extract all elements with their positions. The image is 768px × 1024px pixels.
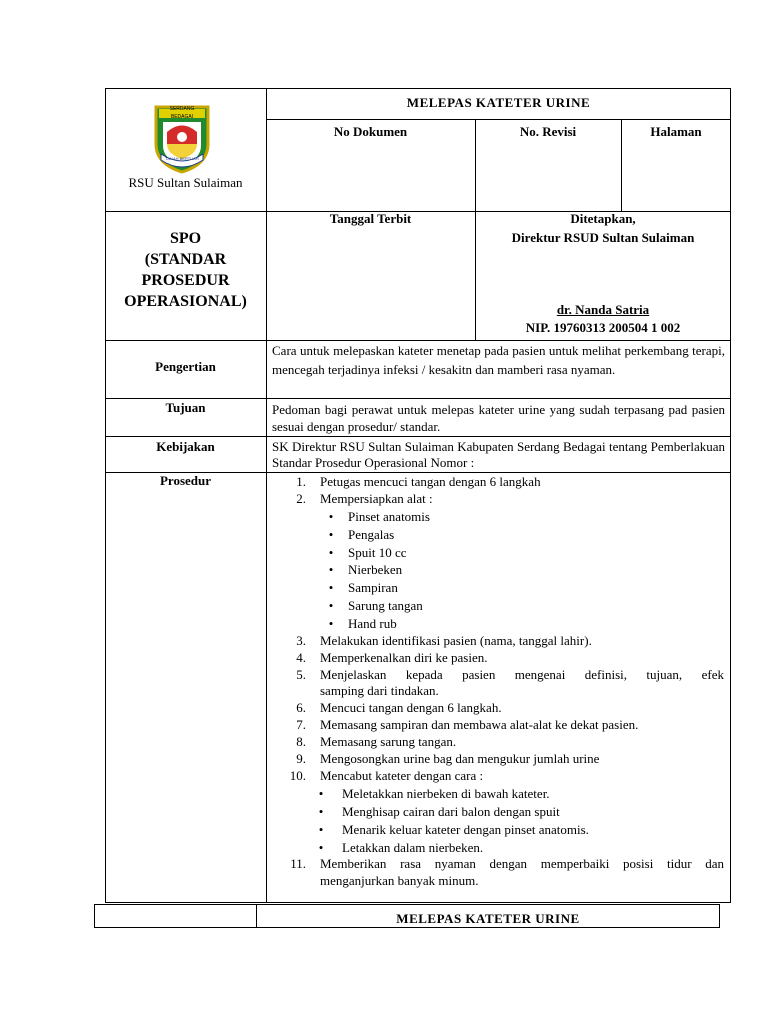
step-text: Melakukan identifikasi pasien (nama, tanggal lahir). — [320, 633, 592, 648]
footer-title: MELEPAS KATETER URINE — [396, 911, 580, 926]
step-number: 2. — [296, 491, 306, 506]
tool-text: Spuit 10 cc — [348, 545, 407, 560]
pengertian-label: Pengertian — [155, 359, 216, 374]
tool-text: Pengalas — [348, 527, 395, 542]
step-number: 1. — [296, 474, 306, 489]
bullet-icon: • — [328, 527, 334, 542]
bullet-icon: • — [318, 804, 324, 819]
step-text: Mengosongkan urine bag dan mengukur jumlah urine — [320, 751, 600, 766]
step-number: 9. — [296, 751, 306, 766]
tool-text: Pinset anatomis — [348, 509, 430, 524]
direktur-label: Direktur RSUD Sultan Sulaiman — [511, 230, 695, 245]
tool-text: Nierbeken — [348, 562, 403, 577]
tujuan-row-bottom — [105, 436, 731, 437]
step-number: 5. — [296, 667, 306, 682]
col-no-revisi: No. Revisi — [519, 124, 577, 139]
ditetapkan-label: Ditetapkan, — [570, 211, 636, 226]
step-text: Petugas mencuci tangan dengan 6 langkah — [320, 474, 541, 489]
spo-line-2: (STANDAR — [144, 251, 227, 268]
bullet-icon: • — [328, 616, 334, 631]
footer-border-top — [94, 904, 720, 905]
pengertian-row-bottom — [105, 398, 731, 399]
step-number: 4. — [296, 650, 306, 665]
bullet-icon: • — [318, 822, 324, 837]
bullet-icon: • — [328, 545, 334, 560]
sub-step-text: Menghisap cairan dari balon dengan spuit — [342, 804, 560, 819]
spo-line-3: PROSEDUR — [141, 272, 230, 289]
spo-line-4: OPERASIONAL) — [124, 293, 247, 310]
step-text: Mencabut kateter dengan cara : — [320, 768, 484, 783]
step-text: Memberikan rasa nyaman dengan memperbaiki posisi tidur dan — [320, 856, 724, 871]
spo-line-1: SPO — [169, 230, 202, 247]
kebijakan-label: Kebijakan — [156, 439, 215, 454]
signer-nip: NIP. 19760313 200504 1 002 — [525, 320, 681, 335]
bullet-icon: • — [328, 509, 334, 524]
step-number: 8. — [296, 734, 306, 749]
footer-border-bottom — [94, 927, 720, 928]
sub-step-text: Letakkan dalam nierbeken. — [342, 840, 484, 855]
table-border-bottom — [105, 902, 731, 903]
bullet-icon: • — [328, 580, 334, 595]
spo-label — [105, 228, 266, 312]
footer-border-left — [94, 904, 95, 928]
tujuan-text: Pedoman bagi perawat untuk melepas kateter urine yang sudah terpasang pad pasien sesuai dengan prosedur/ standar. — [272, 402, 725, 434]
logo-text-bottom: TANAH BERTUAH — [165, 156, 199, 161]
signer-name: dr. Nanda Satria — [556, 302, 650, 317]
step-text: Mencuci tangan dengan 6 langkah. — [320, 700, 502, 715]
prosedur-label: Prosedur — [159, 473, 212, 488]
bullet-icon: • — [318, 840, 324, 855]
step-text: Mempersiapkan alat : — [320, 491, 433, 506]
prosedur-list — [266, 473, 730, 893]
step-text: Memasang sarung tangan. — [320, 734, 457, 749]
table-border-top — [105, 88, 731, 89]
step-number: 7. — [296, 717, 306, 732]
bullet-icon: • — [328, 562, 334, 577]
tool-text: Sarung tangan — [348, 598, 423, 613]
pengertian-text: Cara untuk melepaskan kateter menetap pada pasien untuk melihat perkembang terapi, mencegah terjadinya infeksi / kesakitn dan mamberi rasa nyaman. — [272, 343, 725, 377]
col-halaman: Halaman — [650, 124, 702, 139]
step-number: 11. — [290, 856, 306, 871]
step-text: Memasang sampiran dan membawa alat-alat ke dekat pasien. — [320, 717, 639, 732]
logo-text-top: SERDANG BEDAGAI — [169, 106, 195, 120]
step-text: Menjelaskan kepada pasien mengenai definisi, tujuan, efek — [320, 667, 724, 682]
step-text: Memperkenalkan diri ke pasien. — [320, 650, 488, 665]
bullet-icon: • — [318, 786, 324, 801]
step-text-continued: samping dari tindakan. — [320, 683, 439, 698]
bullet-icon: • — [328, 598, 334, 613]
header-title-underline — [266, 119, 731, 120]
tujuan-label: Tujuan — [165, 400, 206, 415]
step-number: 3. — [296, 633, 306, 648]
tanggal-terbit-label: Tanggal Terbit — [329, 211, 412, 226]
step-number: 6. — [296, 700, 306, 715]
col-no-dokumen: No Dokumen — [333, 124, 408, 139]
step-text-continued: menganjurkan banyak minum. — [320, 873, 479, 888]
tool-text: Hand rub — [348, 616, 397, 631]
sub-step-text: Meletakkan nierbeken di bawah kateter. — [342, 786, 550, 801]
sub-step-text: Menarik keluar kateter dengan pinset anatomis. — [342, 822, 589, 837]
kebijakan-text: SK Direktur RSU Sultan Sulaiman Kabupaten Serdang Bedagai tentang Pemberlakuan Standar Prosedur Operasional Nomor : — [272, 439, 725, 470]
step-number: 10. — [289, 768, 306, 783]
hospital-name: RSU Sultan Sulaiman — [128, 175, 243, 190]
document-title: MELEPAS KATETER URINE — [406, 95, 591, 110]
tool-text: Sampiran — [348, 580, 398, 595]
